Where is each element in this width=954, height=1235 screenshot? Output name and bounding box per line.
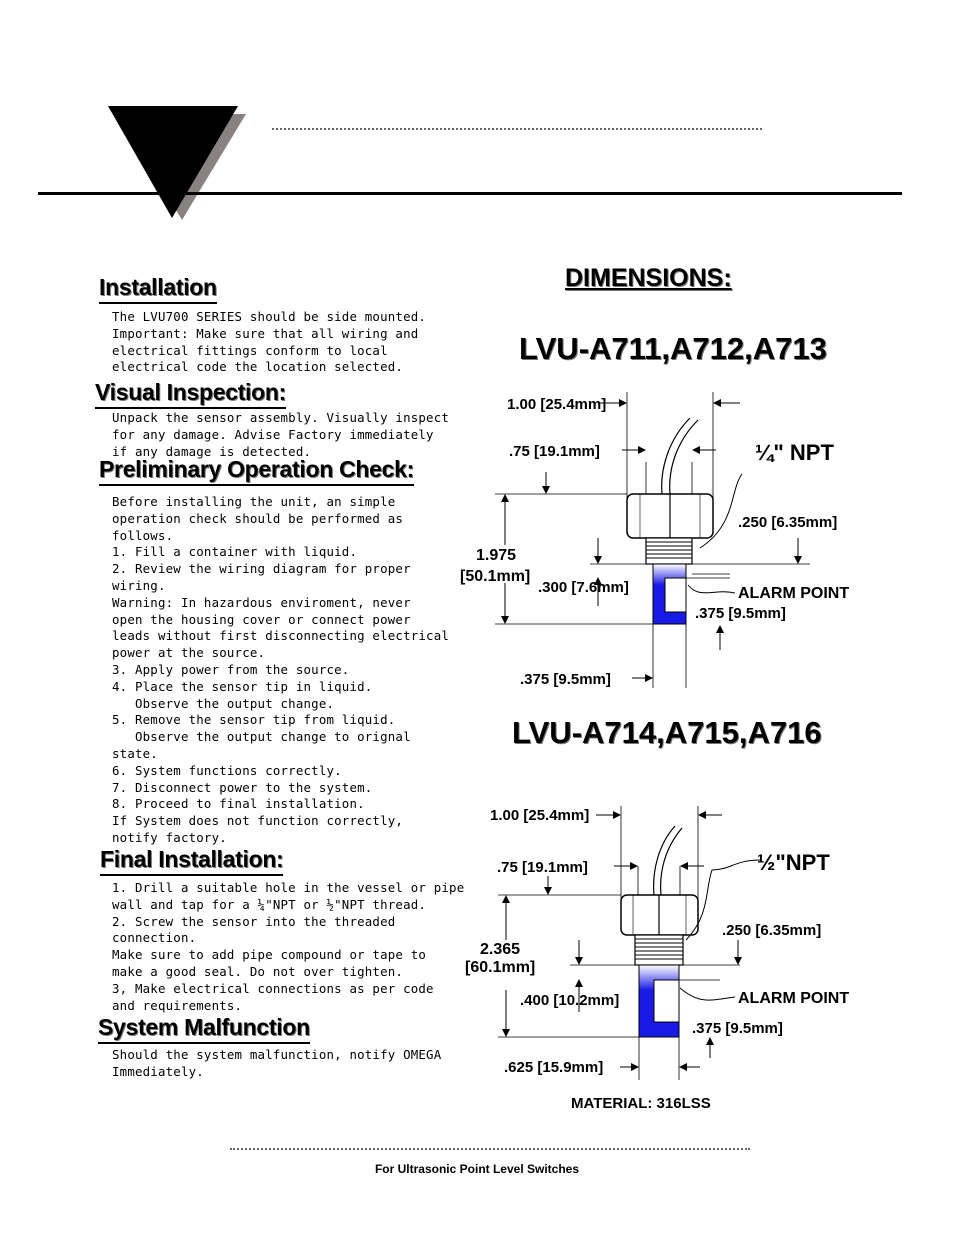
d1-width-thread-label: .75 [19.1mm] (509, 443, 600, 460)
d2-width-hex-label: 1.00 [25.4mm] (490, 807, 590, 824)
visual-inspection-body: Unpack the sensor assembly. Visually inspect for any damage. Advise Factory immediately if any damage is detected. (112, 410, 450, 459)
d2-tip-width-label: .625 [15.9mm] (504, 1059, 604, 1076)
d2-overall-mm-label: [60.1mm] (465, 959, 536, 976)
d1-width-hex-label: 1.00 [25.4mm] (507, 396, 607, 413)
d1-tip-width-label: .375 [9.5mm] (520, 671, 611, 688)
model-title-1: LVU-A711,A712,A713 (519, 331, 827, 366)
d1-overall-mm-label: [50.1mm] (460, 568, 531, 585)
final-installation-body: 1. Drill a suitable hole in the vessel or pipe wall and tap for a ¼"NPT or ½"NPT thread. 2. Screw the sensor into the threaded connection. Make sure to add pipe compound or tape to make a good seal. Do not over tighten. 3, Make electrical connections as per code and requirements. (112, 880, 465, 1013)
footer-text: For Ultrasonic Point Level Switches (374, 1162, 580, 1176)
dimensions-heading: DIMENSIONS: (565, 264, 732, 292)
d2-thread-label: ½"NPT (757, 850, 830, 875)
d1-tip-offset-label: .300 [7.6mm] (538, 579, 629, 596)
system-malfunction-body: Should the system malfunction, notify OMEGA Immediately. (112, 1047, 442, 1079)
d2-alarm-dim-label: .375 [9.5mm] (692, 1020, 783, 1037)
d2-overall-inch-label: 2.365 (480, 941, 521, 958)
sensor-drawing-1 (495, 392, 810, 688)
visual-inspection-heading: Visual Inspection: (95, 379, 286, 409)
footer-dotted-rule (230, 1148, 750, 1150)
preliminary-check-body: Before installing the unit, an simple operation check should be performed as follows. 1. Fill a container with liquid. 2. Review the wiring diagram for proper wiring. Warning: In hazardous enviroment, never open the housing cover or connect power leads without first disconnecting electrical power at the source. 3. Apply power from the source. 4. Place the sensor tip in liquid. Observe the output change. 5. Remove the sensor tip from liquid. Observe the output change to orignal state. 6. System functions correctly. 7. Disconnect power to the system. 8. Proceed to final installation. If System does not function correctly, notify factory. (112, 494, 450, 845)
model-title-2: LVU-A714,A715,A716 (512, 715, 822, 750)
d1-thread-label: ¼" NPT (755, 440, 834, 465)
sensor-drawing-2 (498, 806, 760, 1080)
material-label: MATERIAL: 316LSS (571, 1095, 711, 1112)
final-installation-heading: Final Installation: (100, 846, 283, 876)
d1-thread-length-label: .250 [6.35mm] (738, 514, 838, 531)
preliminary-check-heading: Preliminary Operation Check: (99, 456, 414, 486)
installation-body: The LVU700 SERIES should be side mounted. Important: Make sure that all wiring and electrical fittings conform to local electrical code the location selected. (112, 309, 427, 375)
d1-alarm-dim-label: .375 [9.5mm] (695, 605, 786, 622)
d2-thread-length-label: .250 [6.35mm] (722, 922, 822, 939)
d2-alarm-point-label: ALARM POINT (738, 990, 850, 1007)
installation-heading: Installation (99, 274, 217, 304)
d2-width-thread-label: .75 [19.1mm] (497, 859, 588, 876)
d1-overall-inch-label: 1.975 (476, 547, 517, 564)
d2-tip-offset-label: .400 [10.2mm] (520, 992, 620, 1009)
d1-alarm-point-label: ALARM POINT (738, 585, 850, 602)
system-malfunction-heading: System Malfunction (98, 1014, 310, 1044)
